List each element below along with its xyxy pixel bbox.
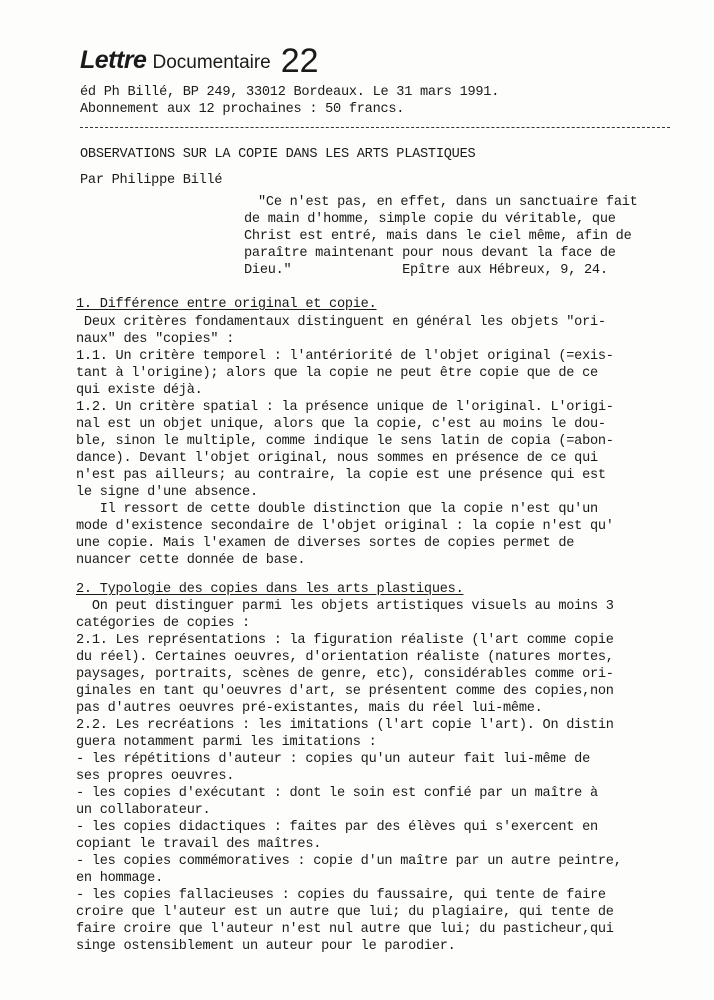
epigraph-line: paraître maintenant pour nous devant la face de	[244, 246, 616, 261]
text-line: nuancer cette donnée de base.	[76, 553, 306, 568]
text-line: - les copies didactiques : faites par des élèves qui s'exercent en	[76, 820, 598, 835]
text-line: 2.1. Les représentations : la figuration réaliste (l'art comme copie	[76, 633, 614, 648]
epigraph-line: Christ est entré, mais dans le ciel même, afin de	[244, 229, 632, 244]
text-line: mode d'existence secondaire de l'objet original : la copie n'est qu'	[76, 519, 614, 534]
issue-number: 22	[280, 42, 319, 80]
text-line: croire que l'auteur est un autre que lui; du plagiaire, qui tente de	[76, 905, 614, 920]
masthead-documentaire: Documentaire	[152, 52, 271, 73]
section-heading-2: 2. Typologie des copies dans les arts plastiques.	[76, 582, 464, 597]
text-line: ses propres oeuvres.	[76, 769, 235, 784]
text-line: une copie. Mais l'examen de diverses sortes de copies permet de	[76, 536, 575, 551]
text-line: Deux critères fondamentaux distinguent en général les objets "ori-	[76, 315, 606, 330]
text-line: dance). Devant l'objet original, nous sommes en présence de ce qui	[76, 451, 598, 466]
text-line: tant à l'origine); alors que la copie ne peut être copie que de ce	[76, 366, 598, 381]
text-line: paysages, portraits, scènes de genre, etc), considérables comme ori-	[76, 667, 614, 682]
text-line: On peut distinguer parmi les objets artistiques visuels au moins 3	[76, 599, 614, 614]
text-line: en hommage.	[76, 871, 163, 886]
text-line: - les copies fallacieuses : copies du faussaire, qui tente de faire	[76, 888, 606, 903]
text-line: guera notamment parmi les imitations :	[76, 735, 377, 750]
publisher-line: éd Ph Billé, BP 249, 33012 Bordeaux. Le 31 mars 1991.	[80, 85, 500, 100]
text-line: - les copies d'exécutant : dont le soin est confié par un maître à	[76, 786, 598, 801]
text-line: ginales en tant qu'oeuvres d'art, se présentent comme des copies,non	[76, 684, 614, 699]
text-line: qui existe déjà.	[76, 383, 203, 398]
text-line: copiant le travail des maîtres.	[76, 837, 322, 852]
text-line: un collaborateur.	[76, 803, 211, 818]
text-line: faire croire que l'auteur n'est nul autre que lui; du pasticheur,qui	[76, 922, 614, 937]
epigraph-line: Dieu." Epître aux Hébreux, 9, 24.	[244, 263, 608, 278]
text-line: ble, sinon le multiple, comme indique le sens latin de copia (=abon-	[76, 434, 614, 449]
text-line: le signe d'une absence.	[76, 485, 258, 500]
masthead-lettre: Lettre	[80, 46, 147, 74]
text-line: 1.1. Un critère temporel : l'antériorité de l'objet original (=exis-	[76, 349, 614, 364]
text-line: du réel). Certaines oeuvres, d'orientation réaliste (natures mortes,	[76, 650, 614, 665]
text-line: catégories de copies :	[76, 616, 250, 631]
section-heading-1: 1. Différence entre original et copie.	[76, 297, 377, 312]
text-line: 1.2. Un critère spatial : la présence unique de l'original. L'origi-	[76, 400, 614, 415]
text-line: naux" des "copies" :	[76, 332, 235, 347]
dashed-rule	[80, 127, 670, 128]
text-line: - les répétitions d'auteur : copies qu'un auteur fait lui-même de	[76, 752, 590, 767]
subscription-line: Abonnement aux 12 prochaines : 50 francs.	[80, 102, 405, 117]
epigraph-line: "Ce n'est pas, en effet, dans un sanctuaire fait	[258, 195, 638, 210]
article-title: OBSERVATIONS SUR LA COPIE DANS LES ARTS PLASTIQUES	[80, 147, 476, 162]
epigraph-line: de main d'homme, simple copie du véritable, que	[244, 212, 616, 227]
text-line: - les copies commémoratives : copie d'un maître par un autre peintre,	[76, 854, 622, 869]
byline: Par Philippe Billé	[80, 173, 223, 188]
text-line: Il ressort de cette double distinction que la copie n'est qu'un	[76, 502, 598, 517]
text-line: n'est pas ailleurs; au contraire, la copie est une présence qui est	[76, 468, 606, 483]
text-line: 2.2. Les recréations : les imitations (l'art copie l'art). On distin	[76, 718, 614, 733]
text-line: pas d'autres oeuvres pré-existantes, mais du réel lui-même.	[76, 701, 543, 716]
text-line: singe ostensiblement un auteur pour le parodier.	[76, 939, 456, 954]
text-line: nal est un objet unique, alors que la copie, c'est au moins le dou-	[76, 417, 606, 432]
masthead	[80, 38, 319, 80]
